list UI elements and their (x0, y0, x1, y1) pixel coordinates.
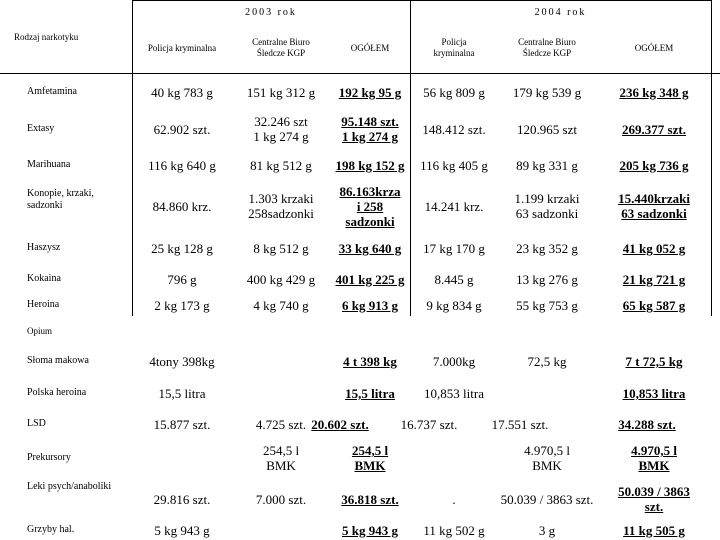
table-cell: 4tony 398kg (149, 354, 215, 369)
col-header-2004-cbs: Centralne Biuro Śledcze KGP (518, 37, 576, 58)
table-cell: 17 kg 170 g (423, 241, 485, 256)
table-cell: 20.602 szt. (311, 417, 369, 432)
table-cell: 4 kg 740 g (253, 298, 309, 313)
table-cell: 81 kg 512 g (250, 158, 312, 173)
table-cell: 4.970,5 l BMK (631, 443, 677, 473)
col-divider-right (711, 0, 712, 316)
table-cell: 269.377 szt. (622, 122, 686, 137)
table-cell: 7 t 72,5 kg (625, 354, 683, 369)
table-cell: 15,5 litra (158, 386, 206, 401)
col-header-2004-ogolem: OGÓŁEM (634, 43, 674, 53)
table-cell: 16.737 szt. (400, 417, 458, 432)
row-label: Słoma makowa (27, 355, 89, 366)
table-cell: 116 kg 640 g (148, 158, 216, 173)
year-2004-header: 2004 rok (534, 7, 587, 18)
table-cell: 15.877 szt. (153, 417, 211, 432)
row-label: Haszysz (27, 242, 61, 253)
col-header-2003-cbs: Centralne Biuro Śledcze KGP (252, 37, 310, 58)
table-cell: 62.902 szt. (153, 122, 211, 137)
row-label: Leki psych/anaboliki (27, 481, 112, 492)
row-label: Kokaina (27, 273, 61, 284)
table-cell: 55 kg 753 g (516, 298, 578, 313)
table-cell: 25 kg 128 g (151, 241, 213, 256)
table-cell: 4.725 szt. (255, 417, 307, 432)
row-label: Konopie, krzaki, sadzonki (27, 188, 94, 211)
table-cell: 401 kg 225 g (335, 272, 405, 287)
table-cell: 15.440krzaki 63 sadzonki (618, 191, 690, 221)
row-label: Extasy (27, 123, 55, 134)
col-header-2004-policja: Policja kryminalna (433, 37, 475, 58)
table-cell: 7.000 szt. (255, 492, 307, 507)
table-cell: 10,853 litra (622, 386, 686, 401)
table-cell: 4.970,5 l BMK (524, 443, 570, 473)
row-label: Marihuana (27, 159, 71, 170)
table-cell: 400 kg 429 g (246, 272, 316, 287)
row-label: Prekursory (27, 452, 71, 463)
table-cell: 56 kg 809 g (423, 85, 485, 100)
table-cell: 198 kg 152 g (335, 158, 405, 173)
row-label: Polska heroina (27, 387, 87, 398)
table-cell: 41 kg 052 g (622, 241, 686, 256)
table-cell: 5 kg 943 g (154, 523, 210, 538)
table-cell: 11 kg 505 g (623, 523, 685, 538)
row-label: Grzyby hal. (27, 524, 75, 535)
table-cell: 50.039 / 3863 szt. (618, 484, 690, 514)
table-cell: 72,5 kg (527, 354, 567, 369)
row-label-header: Rodzaj narkotyku (14, 32, 79, 42)
table-cell: 50.039 / 3863 szt. (500, 492, 594, 507)
table-cell: 4 t 398 kg (343, 354, 397, 369)
table-cell: 151 kg 312 g (246, 85, 316, 100)
table-cell: 33 kg 640 g (338, 241, 402, 256)
table-cell: 10,853 litra (424, 386, 484, 401)
table-cell: 23 kg 352 g (516, 241, 578, 256)
table-cell: 9 kg 834 g (426, 298, 482, 313)
col-header-2003-policja: Policja kryminalna (147, 43, 217, 53)
top-rule (132, 0, 712, 1)
table-cell: 1.199 krzaki 63 sadzonki (514, 191, 580, 221)
table-cell: 205 kg 736 g (619, 158, 689, 173)
table-cell: 8 kg 512 g (253, 241, 309, 256)
table-cell: 8.445 g (434, 272, 474, 287)
col-header-2003-ogolem: OGÓŁEM (350, 43, 390, 53)
table-cell: 254,5 l BMK (351, 443, 389, 473)
table-cell: 236 kg 348 g (619, 85, 689, 100)
table-cell: 11 kg 502 g (423, 523, 485, 538)
table-cell: 254,5 l BMK (262, 443, 300, 473)
table-cell: 3 g (538, 523, 556, 538)
table-cell: 192 kg 95 g (338, 85, 402, 100)
row-label: Heroina (27, 299, 60, 310)
table-cell: 5 kg 943 g (342, 523, 398, 538)
table-cell: 120.965 szt (517, 122, 577, 137)
table-cell: 13 kg 276 g (516, 272, 578, 287)
table-cell: 15,5 litra (345, 386, 395, 401)
table-cell: 65 kg 587 g (622, 298, 686, 313)
table-cell: 1.303 krzaki 258sadzonki (248, 191, 314, 221)
table-cell: 21 kg 721 g (622, 272, 686, 287)
table-cell: 40 kg 783 g (151, 85, 213, 100)
table-cell: 179 kg 539 g (512, 85, 582, 100)
table-cell: 34.288 szt. (618, 417, 676, 432)
year-2003-header: 2003 rok (245, 7, 297, 18)
table-cell: 796 g (167, 272, 197, 287)
table-cell: 2 kg 173 g (154, 298, 210, 313)
table-cell: 14.241 krz. (424, 199, 484, 214)
table-cell: 29.816 szt. (153, 492, 211, 507)
table-cell: 32.246 szt 1 kg 274 g (253, 114, 309, 144)
header-bottom-rule (0, 73, 720, 74)
table-cell: 7.000kg (432, 354, 476, 369)
table-cell: 95.148 szt. 1 kg 274 g (341, 114, 399, 144)
table-cell: 89 kg 331 g (516, 158, 578, 173)
table-cell: 116 kg 405 g (420, 158, 488, 173)
row-label: LSD (27, 418, 46, 429)
table-cell: 17.551 szt. (491, 417, 549, 432)
table-cell: . (452, 492, 456, 507)
table-cell: 84.860 krz. (152, 199, 212, 214)
table-cell: 36.818 szt. (341, 492, 399, 507)
table-cell: 6 kg 913 g (342, 298, 398, 313)
table-cell: 86.163krza i 258 sadzonki (339, 184, 401, 229)
section-opium-label: Opium (27, 326, 53, 336)
row-label: Amfetamina (27, 86, 77, 97)
table-cell: 148.412 szt. (422, 122, 486, 137)
